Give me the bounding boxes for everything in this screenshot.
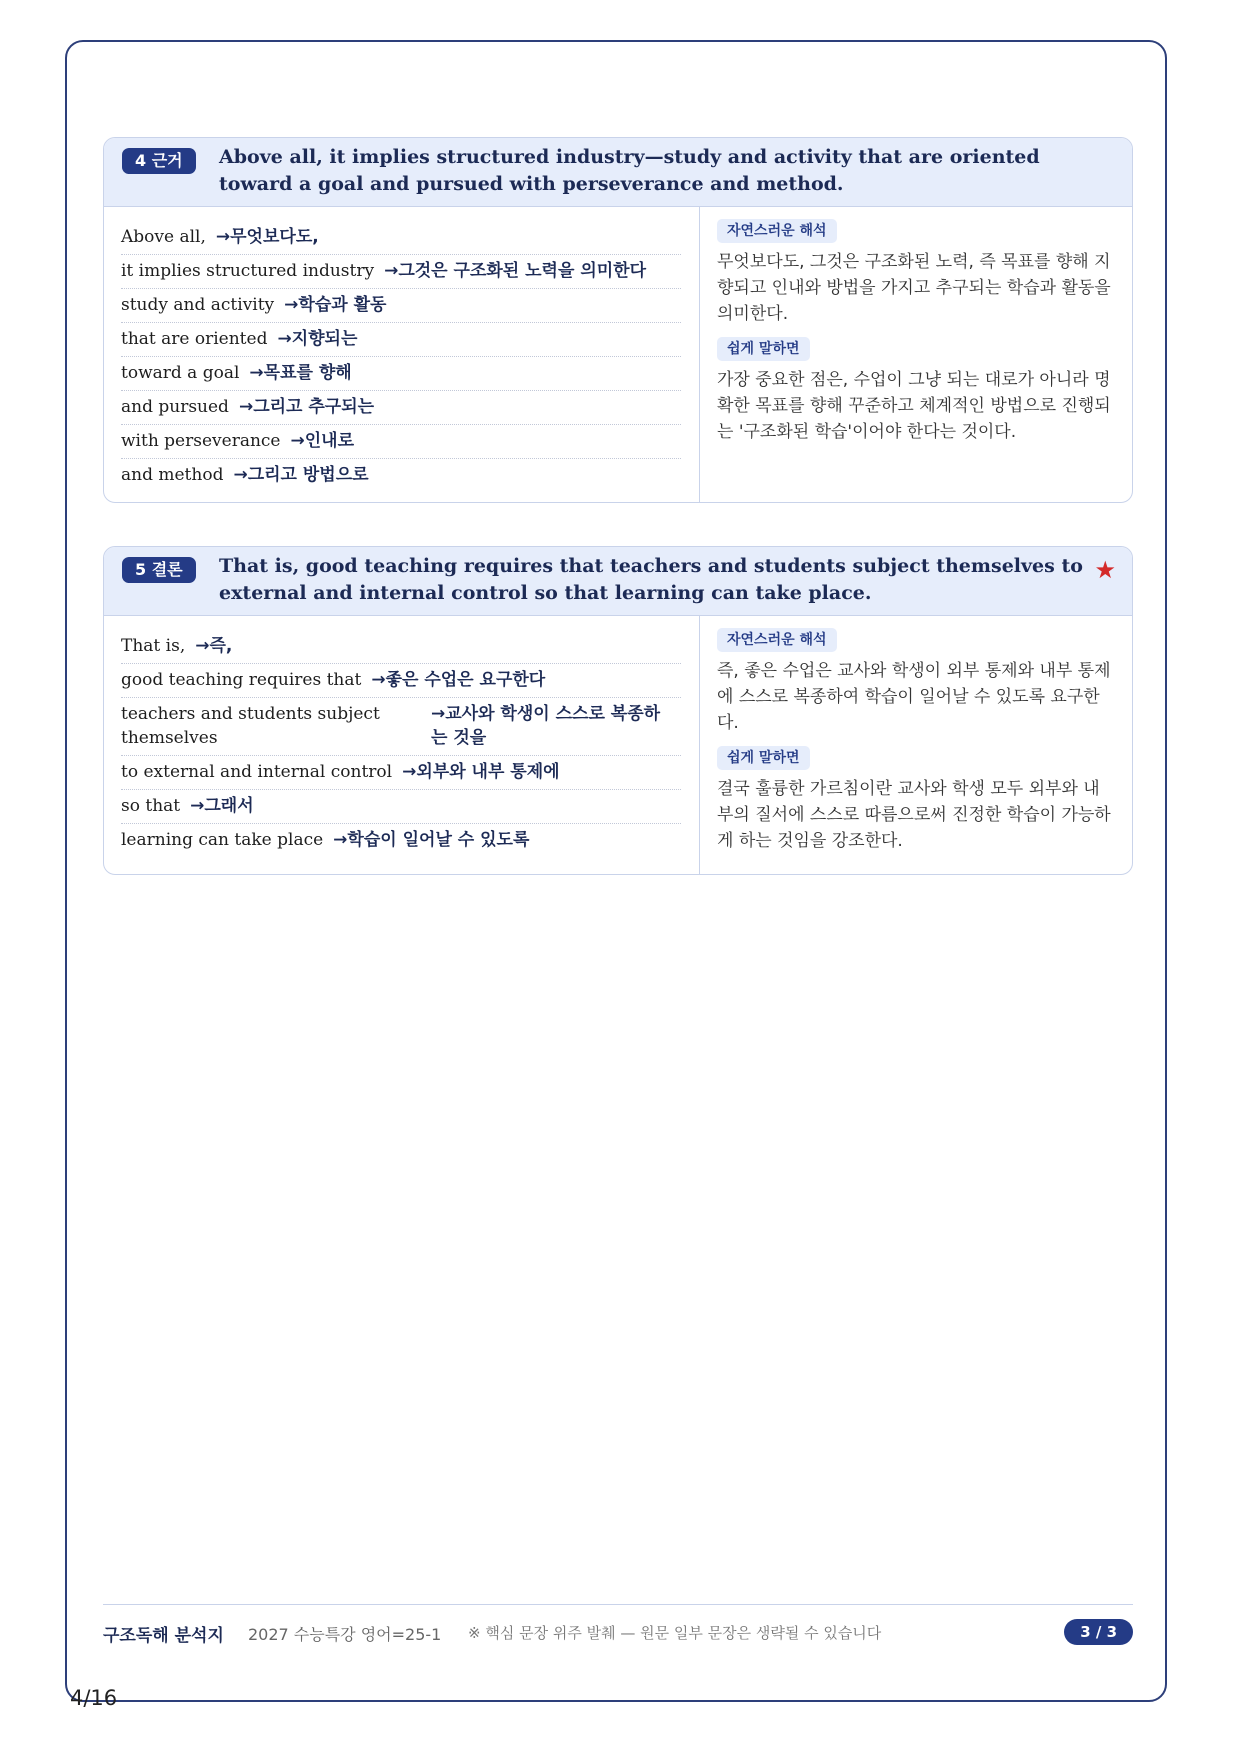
chunk-korean: →그래서	[190, 796, 254, 816]
chunk-korean: →학습과 활동	[284, 295, 387, 315]
chunk-row	[121, 698, 681, 756]
section-badge: 4 근거	[122, 148, 196, 174]
chunk-korean: →외부와 내부 통제에	[402, 762, 560, 782]
chunk-english: learning can take place	[121, 830, 324, 850]
chunk-row	[121, 391, 681, 425]
footer-divider	[103, 1604, 1133, 1605]
simple-explanation-label: 쉽게 말하면	[717, 746, 810, 770]
section-header	[104, 138, 1132, 207]
chunk-list	[104, 616, 700, 874]
chunk-korean: →목표를 향해	[249, 363, 352, 383]
section-header	[104, 547, 1132, 616]
chunk-row	[121, 630, 681, 664]
chunk-english: to external and internal control	[121, 762, 393, 782]
chunk-korean: →즉,	[195, 636, 233, 656]
chunk-row	[121, 425, 681, 459]
star-icon: ★	[1094, 556, 1116, 584]
chunk-korean: →그것은 구조화된 노력을 의미한다	[384, 261, 647, 281]
chunk-list	[104, 207, 700, 502]
natural-translation-text: 무엇보다도, 그것은 구조화된 노력, 즉 목표를 향해 지향되고 인내와 방법을 가지고 추구되는 학습과 활동을 의미한다.	[717, 252, 1111, 324]
page-indicator: 3 / 3	[1064, 1619, 1133, 1645]
chunk-korean: →그리고 추구되는	[238, 397, 375, 417]
chunk-korean: →그리고 방법으로	[233, 465, 369, 485]
chunk-row	[121, 824, 681, 857]
natural-translation-label: 자연스러운 해석	[717, 628, 837, 652]
chunk-english: with perseverance	[121, 431, 281, 451]
document-page-number: 4/16	[70, 1686, 118, 1710]
simple-explanation-text: 가장 중요한 점은, 수업이 그냥 되는 대로가 아니라 명확한 목표를 향해 꾸준하고 체계적인 방법으로 진행되는 '구조화된 학습'이어야 한다는 것이다.	[717, 370, 1111, 442]
natural-translation-text: 즉, 좋은 수업은 교사와 학생이 외부 통제와 내부 통제에 스스로 복종하여 학습이 일어날 수 있도록 요구한다.	[717, 661, 1111, 733]
chunk-korean: →교사와 학생이 스스로 복종하는 것을	[431, 704, 661, 748]
footer-note: ※ 핵심 문장 위주 발췌 — 원문 일부 문장은 생략될 수 있습니다	[468, 1624, 882, 1642]
chunk-korean: →지향되는	[277, 329, 358, 349]
chunk-row	[121, 756, 681, 790]
chunk-row	[121, 289, 681, 323]
chunk-english: it implies structured industry	[121, 261, 375, 281]
chunk-row	[121, 255, 681, 289]
interpretation-panel	[700, 207, 1132, 502]
chunk-english: so that	[121, 796, 181, 816]
chunk-korean: →인내로	[290, 431, 354, 451]
simple-explanation-label: 쉽게 말하면	[717, 337, 810, 361]
chunk-row	[121, 459, 681, 492]
chunk-korean: →좋은 수업은 요구한다	[371, 670, 546, 690]
simple-explanation-text: 결국 훌륭한 가르침이란 교사와 학생 모두 외부와 내부의 질서에 스스로 따름으로써 진정한 학습이 가능하게 하는 것임을 강조한다.	[717, 779, 1111, 851]
chunk-korean: →무엇보다도,	[215, 227, 319, 247]
section-card-5	[103, 546, 1133, 875]
chunk-row	[121, 323, 681, 357]
chunk-english: Above all,	[121, 227, 206, 247]
footer-subtitle: 2027 수능특강 영어=25-1	[248, 1625, 442, 1644]
section-card-4	[103, 137, 1133, 503]
chunk-english: that are oriented	[121, 329, 268, 349]
chunk-row	[121, 221, 681, 255]
chunk-english: toward a goal	[121, 363, 240, 383]
section-headline: That is, good teaching requires that teachers and students subject themselves to external and internal control so that learning can take place.	[219, 555, 1083, 604]
interpretation-panel	[700, 616, 1132, 874]
section-headline: Above all, it implies structured industry—study and activity that are oriented toward a goal and pursued with perseverance and method.	[219, 146, 1040, 195]
natural-translation-label: 자연스러운 해석	[717, 219, 837, 243]
footer	[103, 1617, 1133, 1647]
chunk-row	[121, 790, 681, 824]
section-badge: 5 결론	[122, 557, 196, 583]
chunk-english: study and activity	[121, 295, 275, 315]
chunk-english: That is,	[121, 636, 186, 656]
chunk-english: good teaching requires that	[121, 670, 362, 690]
chunk-english: and pursued	[121, 397, 229, 417]
footer-title: 구조독해 분석지	[103, 1626, 224, 1646]
chunk-english: and method	[121, 465, 224, 485]
chunk-english: teachers and students subject themselves	[121, 704, 380, 748]
chunk-row	[121, 357, 681, 391]
chunk-row	[121, 664, 681, 698]
chunk-korean: →학습이 일어날 수 있도록	[333, 830, 530, 850]
